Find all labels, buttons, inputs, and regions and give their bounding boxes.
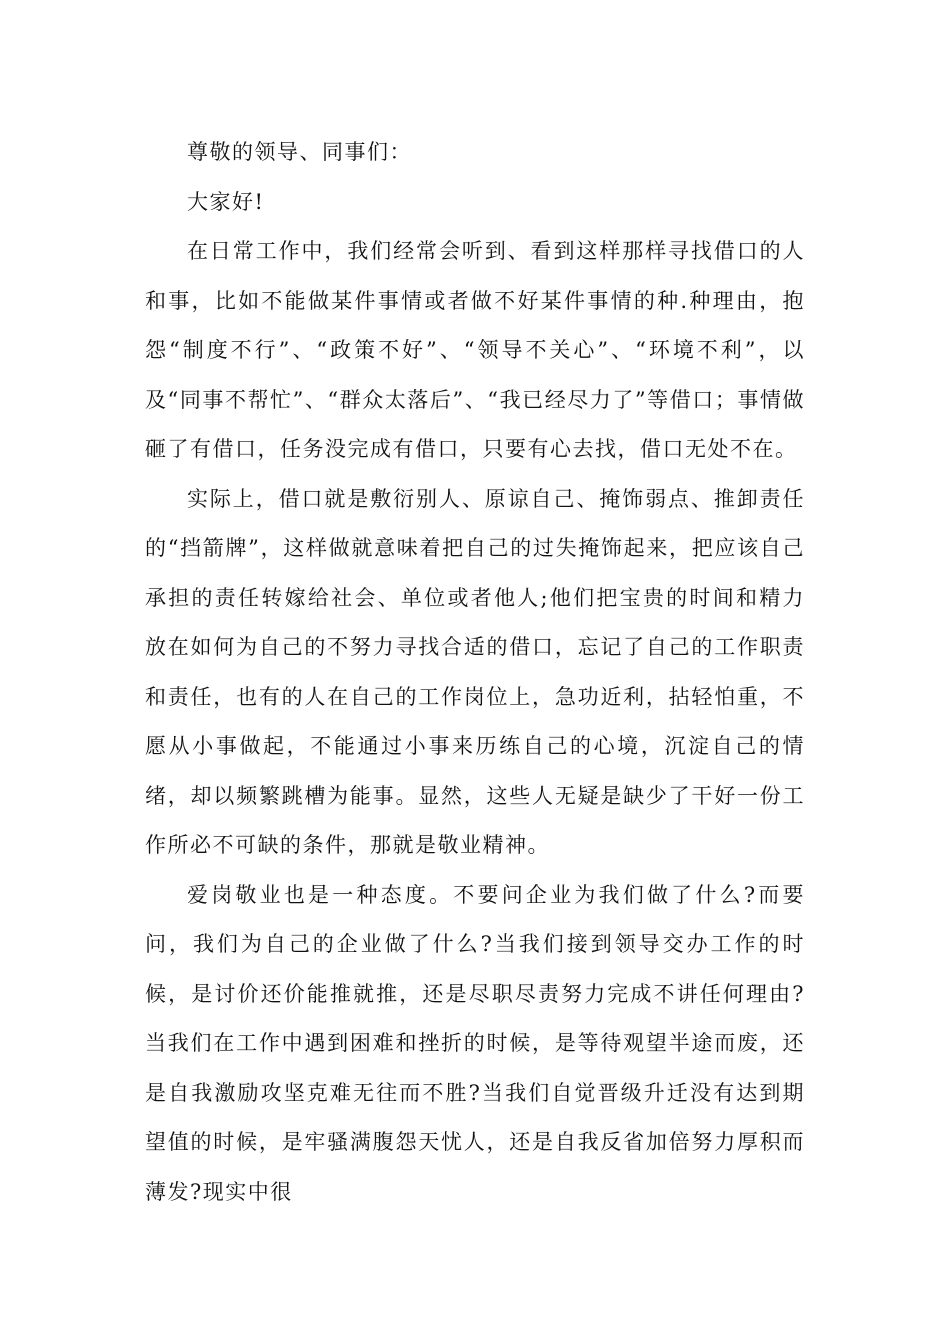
document-body (145, 128, 805, 1217)
paragraph-attitude: 爱岗敬业也是一种态度。不要问企业为我们做了什么?而要问，我们为自己的企业做了什么?当我们接到领导交办工作的时候，是讨价还价能推就推，还是尽职尽责努力完成不讲任何理由?当我们在工作中遇到困难和挫折的时候，是等待观望半途而废，还是自我激励攻坚克难无往而不胜?当我们自觉晋级升迁没有达到期望值的时候，是牢骚满腹怨天忧人，还是自我反省加倍努力厚积而薄发?现实中很 (145, 882, 805, 1204)
salutation: 尊敬的领导、同事们： (187, 140, 412, 164)
paragraph-shield: 实际上，借口就是敷衍别人、原谅自己、掩饰弱点、推卸责任的“挡箭牌”，这样做就意味着把自己的过失掩饰起来，把应该自己承担的责任转嫁给社会、单位或者他人;他们把宝贵的时间和精力放在如何为自己的不努力寻找合适的借口，忘记了自己的工作职责和责任，也有的人在自己的工作岗位上，急功近利，拈轻怕重，不愿从小事做起，不能通过小事来历练自己的心境，沉淀自己的情绪，却以频繁跳槽为能事。显然，这些人无疑是缺少了干好一份工作所必不可缺的条件，那就是敬业精神。 (145, 486, 805, 857)
paragraph-excuses: 在日常工作中，我们经常会听到、看到这样那样寻找借口的人和事，比如不能做某件事情或者做不好某件事情的种.种理由，抱怨“制度不行”、“政策不好”、“领导不关心”、“环境不利”，以及“同事不帮忙”、“群众太落后”、“我已经尽力了”等借口；事情做砸了有借口，任务没完成有借口，只要有心去找，借口无处不在。 (145, 239, 805, 461)
greeting: 大家好! (187, 189, 265, 214)
